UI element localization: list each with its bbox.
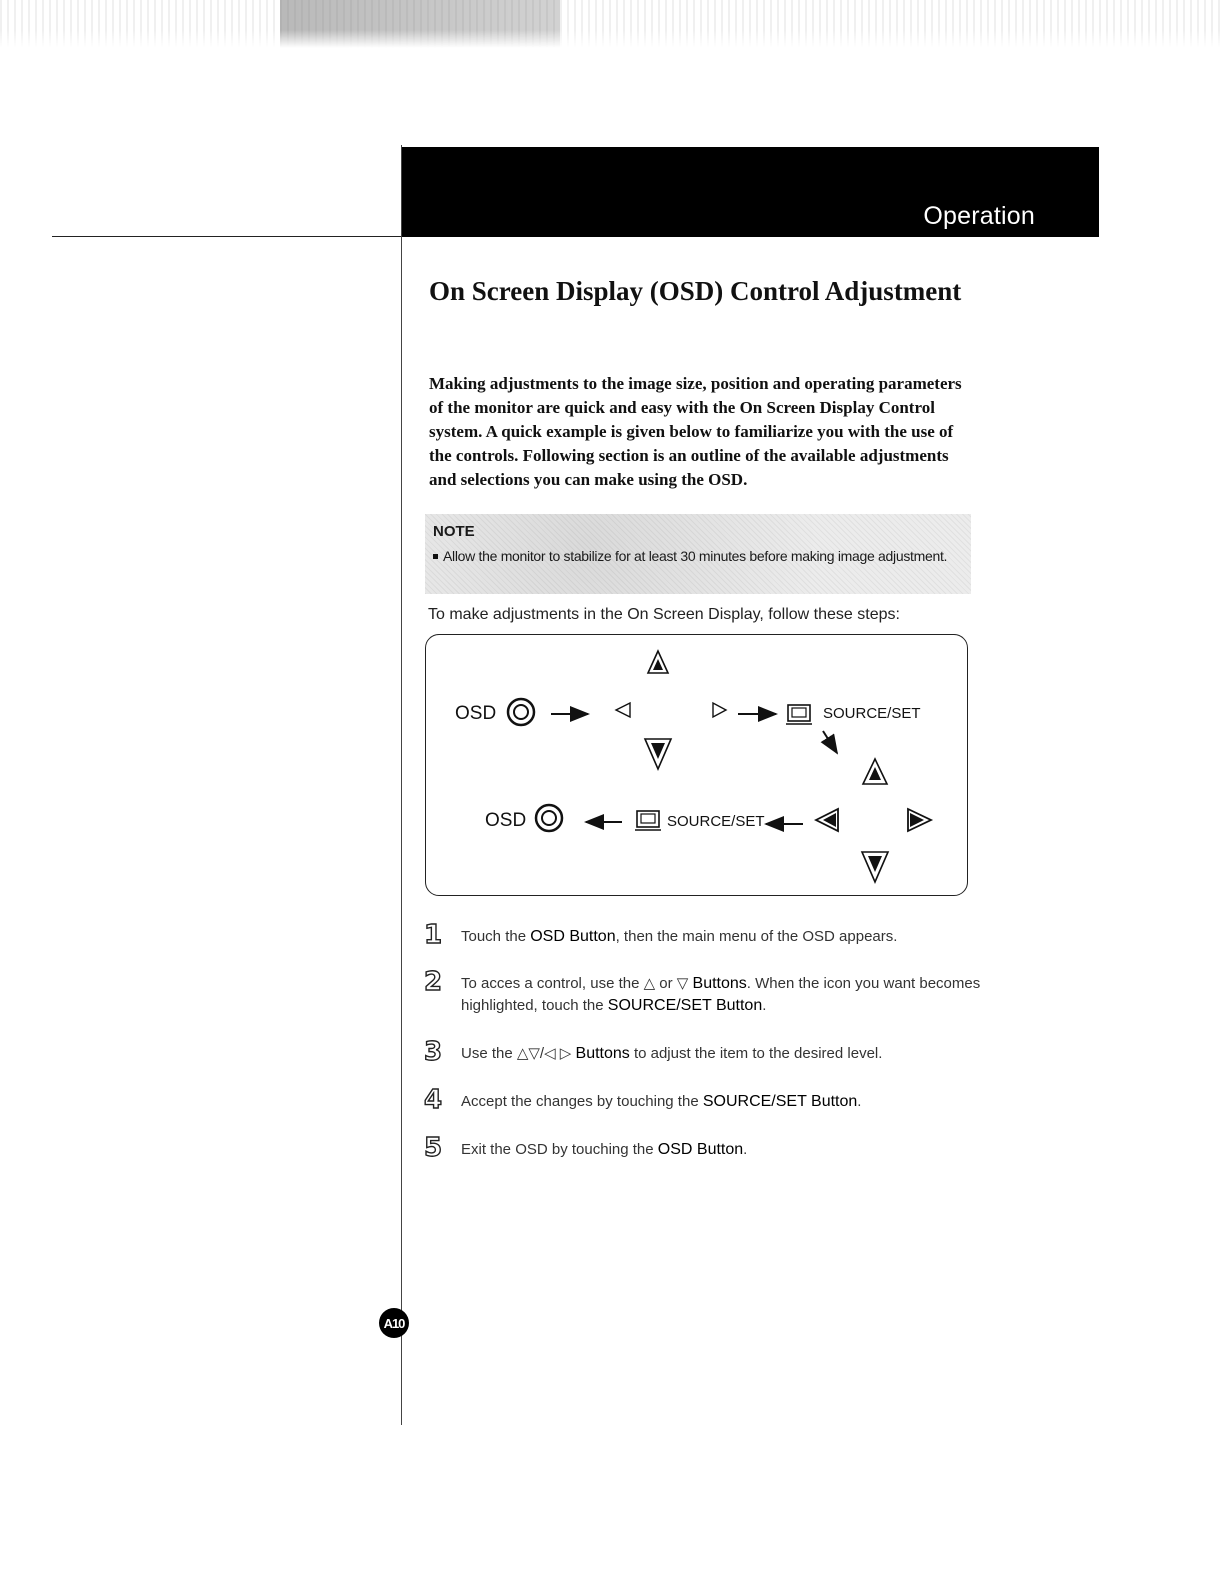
section-header-bar — [402, 147, 1099, 237]
step-number: 3 — [424, 1037, 443, 1067]
section-title: Operation — [923, 202, 1035, 230]
source-set-label-bottom: SOURCE/SET — [667, 813, 765, 830]
osd-button-icon-bottom — [536, 805, 562, 831]
page-title: On Screen Display (OSD) Control Adjustment — [429, 276, 962, 306]
left-triangle-icon — [616, 703, 630, 717]
arrow-down-right — [823, 731, 837, 753]
note-title: NOTE — [433, 523, 475, 540]
left-divider-rule — [52, 236, 404, 237]
bullet-icon — [433, 554, 438, 559]
steps-intro: To make adjustments in the On Screen Display, follow these steps: — [428, 606, 900, 623]
osd-flow-graphic — [426, 635, 966, 895]
step-number: 4 — [424, 1085, 443, 1115]
note-text-content: Allow the monitor to stabilize for at least 30 minutes before making image adjustment. — [443, 548, 948, 564]
step-number: 1 — [424, 920, 443, 950]
step-number: 2 — [424, 967, 443, 997]
right-triangle-icon — [713, 703, 726, 717]
note-box — [425, 514, 971, 594]
osd-label-bottom: OSD — [485, 810, 527, 831]
step-text: Exit the OSD by touching the OSD Button. — [461, 1141, 748, 1158]
osd-flow-diagram — [425, 634, 968, 896]
source-set-button-icon-top — [786, 705, 812, 724]
source-set-label-top: SOURCE/SET — [823, 705, 921, 722]
step-number: 5 — [424, 1133, 443, 1163]
intro-paragraph: Making adjustments to the image size, position and operating parameters of the monitor are quick and easy with the On Screen Display Control system. A quick example is given below to familiarize you with the use of the controls. Following section is an outline of the available adjustments and selections you can make using the OSD. — [429, 374, 962, 489]
osd-label-top: OSD — [455, 703, 497, 724]
note-text — [433, 548, 953, 564]
scan-artifact-band — [0, 0, 1224, 60]
step-text: Accept the changes by touching the SOURCE/SET Button. — [461, 1093, 862, 1110]
step-text: Touch the OSD Button, then the main menu of the OSD appears. — [461, 928, 898, 945]
page-margin-rule — [401, 145, 402, 1425]
step-text: Use the △▽/◁ ▷ Buttons to adjust the item to the desired level. — [461, 1045, 883, 1062]
source-set-button-icon-bottom — [635, 811, 661, 830]
step-text: To acces a control, use the △ or ▽ Buttons. When the icon you want becomes highlighted, touch the SOURCE/SET Button. — [461, 975, 981, 1014]
osd-button-icon-top — [508, 699, 534, 725]
page-number-badge: A10 — [379, 1308, 409, 1338]
